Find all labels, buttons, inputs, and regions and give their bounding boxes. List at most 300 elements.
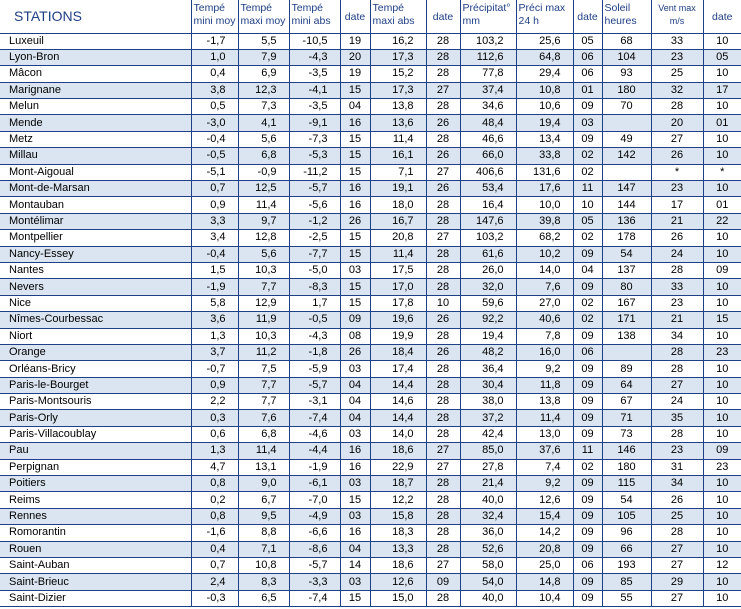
temp-maxi-moy-cell: 6,8 — [238, 426, 289, 442]
precipitation-cell: 46,6 — [460, 131, 516, 147]
temp-maxi-moy-cell: 12,3 — [238, 82, 289, 98]
table-row — [0, 574, 741, 590]
vent-max-cell: 28 — [651, 262, 703, 278]
date-maxi-abs-cell: 27 — [426, 230, 460, 246]
date-vent-cell: 23 — [703, 344, 741, 360]
date-mini-abs-cell: 04 — [340, 394, 370, 410]
station-name-cell: Nevers — [0, 279, 191, 295]
soleil-heures-cell: 147 — [602, 181, 651, 197]
temp-mini-abs-cell: -7,4 — [289, 590, 340, 606]
date-maxi-abs-cell: 10 — [426, 295, 460, 311]
preci-max-24h-cell: 14,8 — [516, 574, 573, 590]
precipitation-cell: 103,2 — [460, 33, 516, 49]
vent-max-cell: 29 — [651, 574, 703, 590]
station-name-cell: Saint-Dizier — [0, 590, 191, 606]
temp-maxi-abs-cell: 15,0 — [370, 590, 426, 606]
precipitation-cell: 54,0 — [460, 574, 516, 590]
temp-mini-abs-cell: -11,2 — [289, 164, 340, 180]
temp-mini-moy-cell: 0,6 — [191, 426, 238, 442]
date-mini-abs-cell: 15 — [340, 164, 370, 180]
date-preci-cell: 02 — [573, 459, 602, 475]
station-name-cell: Luxeuil — [0, 33, 191, 49]
soleil-heures-cell: 89 — [602, 361, 651, 377]
date-maxi-abs-cell: 28 — [426, 410, 460, 426]
temp-maxi-abs-cell: 17,4 — [370, 361, 426, 377]
date-vent-cell: 10 — [703, 426, 741, 442]
date-preci-cell: 02 — [573, 148, 602, 164]
temp-mini-moy-cell: 2,4 — [191, 574, 238, 590]
temp-mini-moy-cell: 0,2 — [191, 492, 238, 508]
date-vent-cell: 23 — [703, 459, 741, 475]
table-row — [0, 197, 741, 213]
date-mini-abs-cell: 14 — [340, 558, 370, 574]
temp-mini-abs-cell: -5,7 — [289, 181, 340, 197]
date-mini-abs-cell: 03 — [340, 361, 370, 377]
date-preci-cell: 09 — [573, 574, 602, 590]
temp-maxi-moy-cell: 10,3 — [238, 328, 289, 344]
temp-mini-moy-cell: -0,4 — [191, 131, 238, 147]
station-name-cell: Pau — [0, 443, 191, 459]
date-preci-cell: 09 — [573, 394, 602, 410]
soleil-heures-cell: 193 — [602, 558, 651, 574]
station-name-cell: Saint-Brieuc — [0, 574, 191, 590]
precipitation-cell: 92,2 — [460, 312, 516, 328]
table-row — [0, 344, 741, 360]
temp-maxi-moy-cell: 8,3 — [238, 574, 289, 590]
station-name-cell: Nîmes-Courbessac — [0, 312, 191, 328]
date-vent-cell: 10 — [703, 148, 741, 164]
precipitation-cell: 26,0 — [460, 262, 516, 278]
temp-maxi-abs-cell: 13,6 — [370, 115, 426, 131]
date-maxi-abs-cell: 28 — [426, 394, 460, 410]
temp-maxi-moy-cell: 9,5 — [238, 508, 289, 524]
header-precipitation: Précipitat° mm — [460, 0, 516, 33]
table-row — [0, 115, 741, 131]
date-preci-cell: 11 — [573, 181, 602, 197]
precipitation-cell: 85,0 — [460, 443, 516, 459]
date-maxi-abs-cell: 26 — [426, 312, 460, 328]
temp-mini-abs-cell: -7,4 — [289, 410, 340, 426]
temp-maxi-moy-cell: 9,7 — [238, 213, 289, 229]
date-vent-cell: 10 — [703, 246, 741, 262]
table-row — [0, 590, 741, 606]
preci-max-24h-cell: 64,8 — [516, 49, 573, 65]
date-vent-cell: 10 — [703, 590, 741, 606]
preci-max-24h-cell: 33,8 — [516, 148, 573, 164]
temp-maxi-abs-cell: 15,2 — [370, 66, 426, 82]
vent-max-cell: 23 — [651, 49, 703, 65]
date-preci-cell: 09 — [573, 476, 602, 492]
temp-mini-moy-cell: -1,6 — [191, 525, 238, 541]
preci-max-24h-cell: 13,0 — [516, 426, 573, 442]
date-maxi-abs-cell: 28 — [426, 262, 460, 278]
preci-max-24h-cell: 20,8 — [516, 541, 573, 557]
vent-max-cell: 27 — [651, 541, 703, 557]
precipitation-cell: 59,6 — [460, 295, 516, 311]
date-maxi-abs-cell: 28 — [426, 541, 460, 557]
precipitation-cell: 19,4 — [460, 328, 516, 344]
preci-max-24h-cell: 11,8 — [516, 377, 573, 393]
temp-maxi-moy-cell: 7,1 — [238, 541, 289, 557]
soleil-heures-cell: 115 — [602, 476, 651, 492]
precipitation-cell: 36,0 — [460, 525, 516, 541]
precipitation-cell: 40,0 — [460, 492, 516, 508]
date-mini-abs-cell: 16 — [340, 181, 370, 197]
date-mini-abs-cell: 19 — [340, 33, 370, 49]
precipitation-cell: 34,6 — [460, 99, 516, 115]
date-vent-cell: 10 — [703, 181, 741, 197]
date-preci-cell: 09 — [573, 410, 602, 426]
temp-mini-abs-cell: -1,8 — [289, 344, 340, 360]
header-soleil: Soleil heures — [602, 0, 651, 33]
table-row — [0, 66, 741, 82]
preci-max-24h-cell: 29,4 — [516, 66, 573, 82]
date-mini-abs-cell: 15 — [340, 131, 370, 147]
preci-max-24h-cell: 9,2 — [516, 476, 573, 492]
temp-mini-abs-cell: -7,3 — [289, 131, 340, 147]
vent-max-cell: 23 — [651, 295, 703, 311]
temp-maxi-abs-cell: 16,1 — [370, 148, 426, 164]
date-preci-cell: 02 — [573, 230, 602, 246]
temp-maxi-abs-cell: 17,0 — [370, 279, 426, 295]
temp-mini-moy-cell: 1,5 — [191, 262, 238, 278]
preci-max-24h-cell: 7,6 — [516, 279, 573, 295]
header-date-mini-abs: date — [340, 0, 370, 33]
table-row — [0, 426, 741, 442]
temp-maxi-moy-cell: 7,7 — [238, 279, 289, 295]
temp-maxi-moy-cell: 10,3 — [238, 262, 289, 278]
soleil-heures-cell — [602, 164, 651, 180]
header-stations: STATIONS — [0, 0, 191, 33]
date-mini-abs-cell: 15 — [340, 230, 370, 246]
soleil-heures-cell: 55 — [602, 590, 651, 606]
soleil-heures-cell: 68 — [602, 33, 651, 49]
soleil-heures-cell — [602, 115, 651, 131]
date-preci-cell: 02 — [573, 312, 602, 328]
station-name-cell: Romorantin — [0, 525, 191, 541]
precipitation-cell: 27,8 — [460, 459, 516, 475]
vent-max-cell: 33 — [651, 33, 703, 49]
precipitation-cell: 32,4 — [460, 508, 516, 524]
soleil-heures-cell: 104 — [602, 49, 651, 65]
preci-max-24h-cell: 25,6 — [516, 33, 573, 49]
preci-max-24h-cell: 15,4 — [516, 508, 573, 524]
vent-max-cell: 34 — [651, 328, 703, 344]
temp-maxi-moy-cell: 12,9 — [238, 295, 289, 311]
table-row — [0, 213, 741, 229]
header-row — [0, 0, 741, 33]
temp-maxi-abs-cell: 13,8 — [370, 99, 426, 115]
station-name-cell: Lyon-Bron — [0, 49, 191, 65]
temp-mini-moy-cell: -0,4 — [191, 246, 238, 262]
table-row — [0, 33, 741, 49]
station-name-cell: Orange — [0, 344, 191, 360]
preci-max-24h-cell: 37,6 — [516, 443, 573, 459]
precipitation-cell: 112,6 — [460, 49, 516, 65]
station-name-cell: Rennes — [0, 508, 191, 524]
temp-maxi-moy-cell: 4,1 — [238, 115, 289, 131]
temp-mini-abs-cell: -1,2 — [289, 213, 340, 229]
date-preci-cell: 09 — [573, 246, 602, 262]
station-name-cell: Poitiers — [0, 476, 191, 492]
preci-max-24h-cell: 10,6 — [516, 99, 573, 115]
soleil-heures-cell: 93 — [602, 66, 651, 82]
date-mini-abs-cell: 03 — [340, 476, 370, 492]
precipitation-cell: 48,4 — [460, 115, 516, 131]
temp-maxi-moy-cell: 11,4 — [238, 443, 289, 459]
vent-max-cell: 26 — [651, 492, 703, 508]
vent-max-cell: 28 — [651, 361, 703, 377]
temp-maxi-moy-cell: 12,8 — [238, 230, 289, 246]
date-vent-cell: 10 — [703, 361, 741, 377]
vent-max-cell: 20 — [651, 115, 703, 131]
soleil-heures-cell: 167 — [602, 295, 651, 311]
temp-mini-abs-cell: -4,6 — [289, 426, 340, 442]
temp-maxi-abs-cell: 19,1 — [370, 181, 426, 197]
date-preci-cell: 06 — [573, 66, 602, 82]
soleil-heures-cell: 105 — [602, 508, 651, 524]
temp-mini-moy-cell: 3,3 — [191, 213, 238, 229]
date-mini-abs-cell: 16 — [340, 197, 370, 213]
preci-max-24h-cell: 13,8 — [516, 394, 573, 410]
date-preci-cell: 09 — [573, 361, 602, 377]
table-row — [0, 99, 741, 115]
date-maxi-abs-cell: 28 — [426, 426, 460, 442]
date-preci-cell: 06 — [573, 344, 602, 360]
vent-max-cell: 21 — [651, 213, 703, 229]
soleil-heures-cell: 137 — [602, 262, 651, 278]
soleil-heures-cell: 67 — [602, 394, 651, 410]
date-vent-cell: 10 — [703, 131, 741, 147]
precipitation-cell: 32,0 — [460, 279, 516, 295]
station-name-cell: Montauban — [0, 197, 191, 213]
soleil-heures-cell: 180 — [602, 82, 651, 98]
temp-maxi-abs-cell: 18,7 — [370, 476, 426, 492]
soleil-heures-cell: 71 — [602, 410, 651, 426]
soleil-heures-cell: 66 — [602, 541, 651, 557]
temp-maxi-moy-cell: 9,0 — [238, 476, 289, 492]
header-temp-mini-moy: Tempé mini moy — [191, 0, 238, 33]
table-row — [0, 279, 741, 295]
table-row — [0, 246, 741, 262]
temp-maxi-abs-cell: 11,4 — [370, 246, 426, 262]
header-date-preci: date — [573, 0, 602, 33]
date-mini-abs-cell: 26 — [340, 213, 370, 229]
precipitation-cell: 48,2 — [460, 344, 516, 360]
table-row — [0, 262, 741, 278]
soleil-heures-cell: 54 — [602, 246, 651, 262]
temp-mini-moy-cell: 0,5 — [191, 99, 238, 115]
date-maxi-abs-cell: 26 — [426, 148, 460, 164]
soleil-heures-cell: 73 — [602, 426, 651, 442]
temp-mini-abs-cell: -5,7 — [289, 558, 340, 574]
preci-max-24h-cell: 10,4 — [516, 590, 573, 606]
temp-mini-abs-cell: -3,5 — [289, 99, 340, 115]
date-mini-abs-cell: 26 — [340, 344, 370, 360]
temp-mini-moy-cell: 0,4 — [191, 66, 238, 82]
date-mini-abs-cell: 16 — [340, 525, 370, 541]
soleil-heures-cell: 171 — [602, 312, 651, 328]
date-vent-cell: 10 — [703, 377, 741, 393]
soleil-heures-cell: 85 — [602, 574, 651, 590]
temp-maxi-moy-cell: 10,8 — [238, 558, 289, 574]
station-name-cell: Montélimar — [0, 213, 191, 229]
date-maxi-abs-cell: 27 — [426, 558, 460, 574]
preci-max-24h-cell: 131,6 — [516, 164, 573, 180]
table-row — [0, 443, 741, 459]
temp-mini-abs-cell: -1,9 — [289, 459, 340, 475]
date-mini-abs-cell: 04 — [340, 541, 370, 557]
date-vent-cell: 10 — [703, 230, 741, 246]
vent-max-cell: 23 — [651, 181, 703, 197]
preci-max-24h-cell: 13,4 — [516, 131, 573, 147]
date-preci-cell: 09 — [573, 99, 602, 115]
date-maxi-abs-cell: 09 — [426, 574, 460, 590]
date-maxi-abs-cell: 27 — [426, 443, 460, 459]
table-row — [0, 312, 741, 328]
date-vent-cell: 10 — [703, 525, 741, 541]
temp-maxi-moy-cell: 7,3 — [238, 99, 289, 115]
date-preci-cell: 09 — [573, 541, 602, 557]
temp-mini-abs-cell: -6,6 — [289, 525, 340, 541]
date-preci-cell: 06 — [573, 558, 602, 574]
station-name-cell: Melun — [0, 99, 191, 115]
station-name-cell: Millau — [0, 148, 191, 164]
date-preci-cell: 02 — [573, 295, 602, 311]
date-preci-cell: 10 — [573, 197, 602, 213]
table-row — [0, 558, 741, 574]
temp-mini-abs-cell: -8,3 — [289, 279, 340, 295]
vent-max-cell: 26 — [651, 230, 703, 246]
temp-mini-moy-cell: 1,3 — [191, 443, 238, 459]
temp-mini-moy-cell: 0,9 — [191, 377, 238, 393]
preci-max-24h-cell: 39,8 — [516, 213, 573, 229]
temp-mini-moy-cell: 0,8 — [191, 508, 238, 524]
date-maxi-abs-cell: 28 — [426, 328, 460, 344]
soleil-heures-cell: 138 — [602, 328, 651, 344]
table-row — [0, 361, 741, 377]
station-name-cell: Paris-Montsouris — [0, 394, 191, 410]
vent-max-cell: * — [651, 164, 703, 180]
soleil-heures-cell: 142 — [602, 148, 651, 164]
precipitation-cell: 36,4 — [460, 361, 516, 377]
vent-max-cell: 26 — [651, 148, 703, 164]
preci-max-24h-cell: 17,6 — [516, 181, 573, 197]
vent-max-cell: 28 — [651, 426, 703, 442]
temp-maxi-abs-cell: 19,6 — [370, 312, 426, 328]
date-vent-cell: 10 — [703, 66, 741, 82]
temp-maxi-moy-cell: 5,6 — [238, 131, 289, 147]
date-vent-cell: 05 — [703, 49, 741, 65]
date-vent-cell: * — [703, 164, 741, 180]
date-maxi-abs-cell: 26 — [426, 344, 460, 360]
temp-maxi-abs-cell: 18,0 — [370, 197, 426, 213]
temp-maxi-abs-cell: 16,2 — [370, 33, 426, 49]
date-mini-abs-cell: 15 — [340, 492, 370, 508]
station-name-cell: Mende — [0, 115, 191, 131]
temp-maxi-moy-cell: 6,5 — [238, 590, 289, 606]
soleil-heures-cell: 49 — [602, 131, 651, 147]
temp-mini-abs-cell: -10,5 — [289, 33, 340, 49]
station-name-cell: Nantes — [0, 262, 191, 278]
date-vent-cell: 17 — [703, 82, 741, 98]
table-row — [0, 230, 741, 246]
vent-max-cell: 35 — [651, 410, 703, 426]
temp-mini-abs-cell: -6,1 — [289, 476, 340, 492]
date-preci-cell: 05 — [573, 213, 602, 229]
preci-max-24h-cell: 7,8 — [516, 328, 573, 344]
table-row — [0, 492, 741, 508]
temp-mini-moy-cell: -3,0 — [191, 115, 238, 131]
date-preci-cell: 09 — [573, 279, 602, 295]
temp-mini-moy-cell: -1,7 — [191, 33, 238, 49]
temp-maxi-abs-cell: 19,9 — [370, 328, 426, 344]
vent-max-cell: 27 — [651, 558, 703, 574]
temp-mini-moy-cell: 3,8 — [191, 82, 238, 98]
temp-mini-abs-cell: -5,9 — [289, 361, 340, 377]
temp-maxi-abs-cell: 7,1 — [370, 164, 426, 180]
date-preci-cell: 09 — [573, 508, 602, 524]
precipitation-cell: 38,0 — [460, 394, 516, 410]
temp-mini-moy-cell: -5,1 — [191, 164, 238, 180]
date-vent-cell: 09 — [703, 443, 741, 459]
station-name-cell: Saint-Auban — [0, 558, 191, 574]
table-row — [0, 377, 741, 393]
preci-max-24h-cell: 14,2 — [516, 525, 573, 541]
temp-maxi-abs-cell: 17,8 — [370, 295, 426, 311]
temp-mini-moy-cell: 3,4 — [191, 230, 238, 246]
temp-mini-abs-cell: 1,7 — [289, 295, 340, 311]
temp-maxi-abs-cell: 15,8 — [370, 508, 426, 524]
date-preci-cell: 09 — [573, 131, 602, 147]
header-vent-max: Vent max m/s — [651, 0, 703, 33]
temp-maxi-abs-cell: 16,7 — [370, 213, 426, 229]
date-maxi-abs-cell: 26 — [426, 181, 460, 197]
temp-maxi-abs-cell: 22,9 — [370, 459, 426, 475]
table-row — [0, 328, 741, 344]
temp-maxi-moy-cell: 6,7 — [238, 492, 289, 508]
date-maxi-abs-cell: 28 — [426, 361, 460, 377]
temp-mini-moy-cell: 0,9 — [191, 197, 238, 213]
table-row — [0, 410, 741, 426]
temp-mini-abs-cell: -7,7 — [289, 246, 340, 262]
temp-mini-abs-cell: -5,0 — [289, 262, 340, 278]
precipitation-cell: 37,2 — [460, 410, 516, 426]
date-maxi-abs-cell: 27 — [426, 82, 460, 98]
precipitation-cell: 21,4 — [460, 476, 516, 492]
vent-max-cell: 34 — [651, 476, 703, 492]
soleil-heures-cell: 178 — [602, 230, 651, 246]
temp-maxi-moy-cell: 6,8 — [238, 148, 289, 164]
temp-mini-abs-cell: -5,7 — [289, 377, 340, 393]
soleil-heures-cell: 144 — [602, 197, 651, 213]
header-temp-maxi-moy: Tempé maxi moy — [238, 0, 289, 33]
vent-max-cell: 25 — [651, 66, 703, 82]
precipitation-cell: 40,0 — [460, 590, 516, 606]
date-vent-cell: 10 — [703, 99, 741, 115]
date-mini-abs-cell: 16 — [340, 115, 370, 131]
table-row — [0, 82, 741, 98]
temp-mini-abs-cell: -9,1 — [289, 115, 340, 131]
temp-maxi-abs-cell: 20,8 — [370, 230, 426, 246]
precipitation-cell: 16,4 — [460, 197, 516, 213]
temp-mini-abs-cell: -7,0 — [289, 492, 340, 508]
temp-mini-abs-cell: -5,6 — [289, 197, 340, 213]
station-name-cell: Paris-le-Bourget — [0, 377, 191, 393]
preci-max-24h-cell: 10,8 — [516, 82, 573, 98]
date-vent-cell: 10 — [703, 410, 741, 426]
precipitation-cell: 30,4 — [460, 377, 516, 393]
